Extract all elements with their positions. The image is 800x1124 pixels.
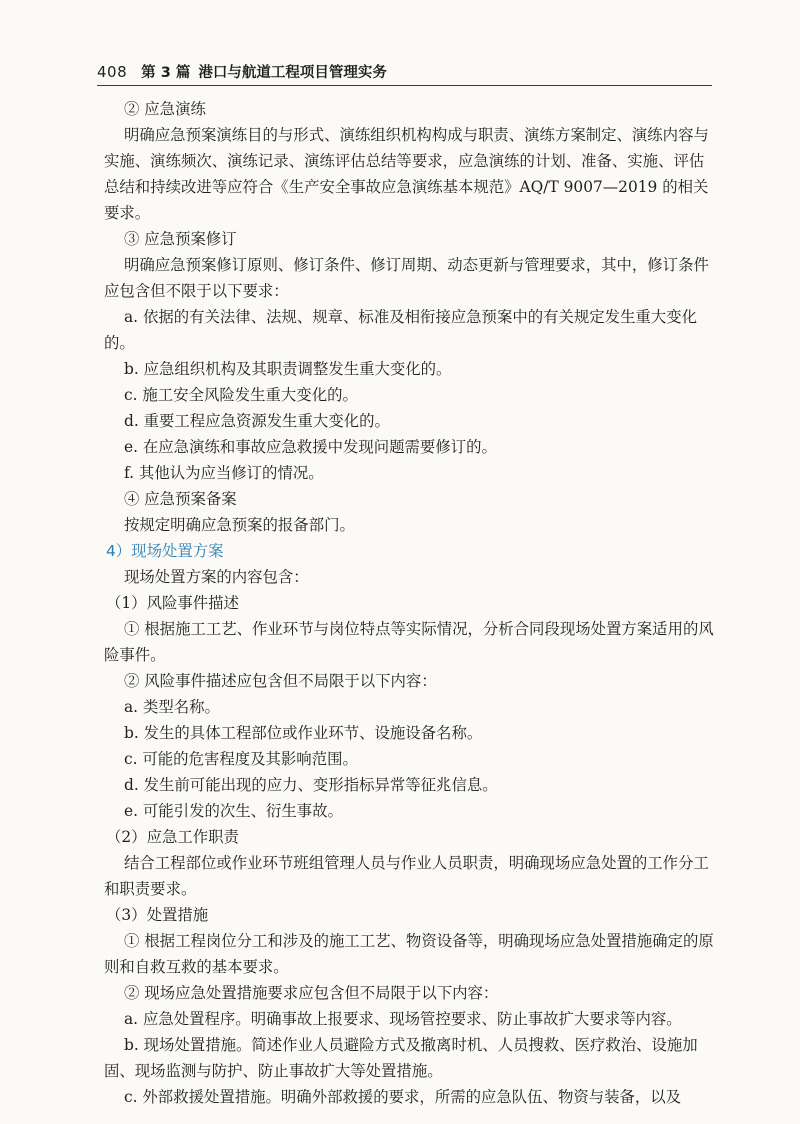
paragraph: e. 在应急演练和事故应急救援中发现问题需要修订的。	[124, 438, 497, 456]
paragraph: ② 风险事件描述应包含但不局限于以下内容：	[124, 672, 437, 690]
paragraph: 明确应急预案修订原则、修订条件、修订周期、动态更新与管理要求，其中，修订条件应包含但不限于以下要求：	[104, 256, 709, 300]
paragraph: ② 应急演练	[124, 100, 206, 118]
paragraph: d. 重要工程应急资源发生重大变化的。	[124, 412, 390, 430]
paragraph: f. 其他认为应当修订的情况。	[124, 464, 324, 482]
paragraph: ① 根据工程岗位分工和涉及的施工工艺、物资设备等，明确现场应急处置措施确定的原则和自救互救的基本要求。	[104, 932, 714, 976]
paragraph: c. 外部救援处置措施。明确外部救援的要求，所需的应急队伍、物资与装备，以及	[124, 1088, 682, 1106]
paragraph: （3）处置措施	[106, 906, 209, 924]
page-number: 408	[97, 63, 128, 81]
body-text	[104, 96, 716, 1110]
paragraph: d. 发生前可能出现的应力、变形指标异常等征兆信息。	[124, 776, 498, 794]
paragraph: （2）应急工作职责	[106, 828, 239, 846]
paragraph: b. 现场处置措施。简述作业人员避险方式及撤离时机、人员搜救、医疗救治、设施加固、现场监测与防护、防止事故扩大等处置措施。	[104, 1036, 698, 1080]
paragraph: ② 现场应急处置措施要求应包含但不局限于以下内容：	[124, 984, 499, 1002]
paragraph: 按规定明确应急预案的报备部门。	[124, 516, 355, 534]
running-header	[97, 61, 712, 86]
paragraph: c. 可能的危害程度及其影响范围。	[124, 750, 358, 768]
paragraph: b. 应急组织机构及其职责调整发生重大变化的。	[124, 360, 452, 378]
section-heading: 4）现场处置方案	[106, 542, 224, 560]
part-title: 港口与航道工程项目管理实务	[198, 65, 387, 81]
part-label: 第 3 篇	[141, 65, 191, 81]
paragraph: ③ 应急预案修订	[124, 230, 237, 248]
paragraph: ① 根据施工工艺、作业环节与岗位特点等实际情况，分析合同段现场处置方案适用的风险事件。	[104, 620, 714, 664]
paragraph: a. 类型名称。	[124, 698, 220, 716]
paragraph: e. 可能引发的次生、衍生事故。	[124, 802, 343, 820]
paragraph: 明确应急预案演练目的与形式、演练组织机构构成与职责、演练方案制定、演练内容与实施、演练频次、演练记录、演练评估总结等要求，应急演练的计划、准备、实施、评估总结和持续改进等应符合《生产安全事故应急演练基本规范》AQ/T 9007—2019 的相关要求。	[104, 126, 709, 222]
paragraph: b. 发生的具体工程部位或作业环节、设施设备名称。	[124, 724, 483, 742]
paragraph: 结合工程部位或作业环节班组管理人员与作业人员职责，明确现场应急处置的工作分工和职责要求。	[104, 854, 709, 898]
paragraph: 现场处置方案的内容包含：	[124, 568, 309, 586]
paragraph: a. 依据的有关法律、法规、规章、标准及相衔接应急预案中的有关规定发生重大变化的。	[104, 308, 698, 352]
paragraph: ④ 应急预案备案	[124, 490, 237, 508]
paragraph: a. 应急处置程序。明确事故上报要求、现场管控要求、防止事故扩大要求等内容。	[124, 1010, 682, 1028]
paragraph: （1）风险事件描述	[106, 594, 239, 612]
paragraph: c. 施工安全风险发生重大变化的。	[124, 386, 358, 404]
